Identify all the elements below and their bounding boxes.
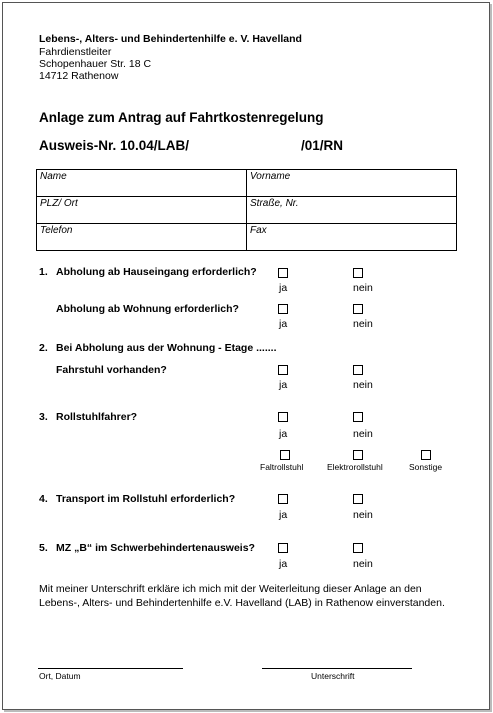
date-signature-line[interactable]	[38, 668, 183, 669]
q1a-no-checkbox[interactable]	[353, 268, 363, 278]
document-title: Anlage zum Antrag auf Fahrtkostenregelung	[39, 110, 324, 125]
strasse-field[interactable]: Straße, Nr.	[247, 197, 457, 224]
q1b-yes-label: ja	[279, 318, 288, 330]
q4-yes-checkbox[interactable]	[278, 494, 288, 504]
ausweis-number-prefix: Ausweis-Nr. 10.04/LAB/	[39, 138, 190, 153]
faltrollstuhl-checkbox[interactable]	[280, 450, 290, 460]
elektrorollstuhl-label: Elektrorollstuhl	[327, 462, 383, 472]
q2b-no-checkbox[interactable]	[353, 365, 363, 375]
address-line-3: 14712 Rathenow	[39, 70, 119, 82]
question-2-text: Bei Abholung aus der Wohnung - Etage .......	[56, 342, 277, 354]
elektrorollstuhl-checkbox[interactable]	[353, 450, 363, 460]
q3-no-checkbox[interactable]	[353, 412, 363, 422]
document-page	[2, 2, 490, 710]
sonstige-checkbox[interactable]	[421, 450, 431, 460]
q3-no-label: nein	[353, 428, 373, 440]
q4-yes-label: ja	[279, 509, 288, 521]
sonstige-label: Sonstige	[409, 462, 443, 472]
q1b-no-label: nein	[353, 318, 373, 330]
question-3-number: 3.	[39, 411, 48, 423]
q3-yes-label: ja	[279, 428, 288, 440]
address-line-1: Fahrdienstleiter	[39, 46, 112, 58]
q1b-no-checkbox[interactable]	[353, 304, 363, 314]
q2b-yes-label: ja	[279, 379, 288, 391]
fax-field[interactable]: Fax	[247, 224, 457, 251]
question-2-number: 2.	[39, 342, 48, 354]
q1a-no-label: nein	[353, 282, 373, 294]
question-3-text: Rollstuhlfahrer?	[56, 411, 138, 423]
q1b-yes-checkbox[interactable]	[278, 304, 288, 314]
question-1a-text: Abholung ab Hauseingang erforderlich?	[56, 266, 257, 278]
q3-yes-checkbox[interactable]	[278, 412, 288, 422]
question-4-number: 4.	[39, 493, 48, 505]
q1a-yes-label: ja	[279, 282, 288, 294]
unterschrift-label: Unterschrift	[311, 671, 355, 681]
table-row	[37, 197, 457, 224]
vorname-field[interactable]: Vorname	[247, 170, 457, 197]
q5-no-label: nein	[353, 558, 373, 570]
q5-yes-label: ja	[279, 558, 288, 570]
table-row	[37, 224, 457, 251]
q1a-yes-checkbox[interactable]	[278, 268, 288, 278]
table-row	[37, 170, 457, 197]
address-line-2: Schopenhauer Str. 18 C	[39, 58, 152, 70]
signature-line[interactable]	[262, 668, 412, 669]
q4-no-checkbox[interactable]	[353, 494, 363, 504]
q4-no-label: nein	[353, 509, 373, 521]
organization-name: Lebens-, Alters- und Behindertenhilfe e. V. Havelland	[39, 33, 302, 45]
question-5-text: MZ „B“ im Schwerbehindertenausweis?	[56, 542, 255, 554]
question-1-number: 1.	[39, 266, 48, 278]
personal-info-table	[36, 169, 457, 251]
q2b-no-label: nein	[353, 379, 373, 391]
ort-datum-label: Ort, Datum	[39, 671, 81, 681]
consent-paragraph: Mit meiner Unterschrift erkläre ich mich mit der Weiterleitung dieser Anlage an den Lebens-, Alters- und Behindertenhilfe e.V. Havelland (LAB) in Rathenow einverstanden.	[39, 583, 445, 609]
ausweis-number-suffix: /01/RN	[301, 138, 344, 153]
q2b-yes-checkbox[interactable]	[278, 365, 288, 375]
telefon-field[interactable]: Telefon	[37, 224, 247, 251]
question-4-text: Transport im Rollstuhl erforderlich?	[56, 493, 236, 505]
q5-no-checkbox[interactable]	[353, 543, 363, 553]
plz-ort-field[interactable]: PLZ/ Ort	[37, 197, 247, 224]
faltrollstuhl-label: Faltrollstuhl	[260, 462, 304, 472]
name-field[interactable]: Name	[37, 170, 247, 197]
q5-yes-checkbox[interactable]	[278, 543, 288, 553]
question-5-number: 5.	[39, 542, 48, 554]
question-1b-text: Abholung ab Wohnung erforderlich?	[56, 303, 239, 315]
question-2b-text: Fahrstuhl vorhanden?	[56, 364, 167, 376]
